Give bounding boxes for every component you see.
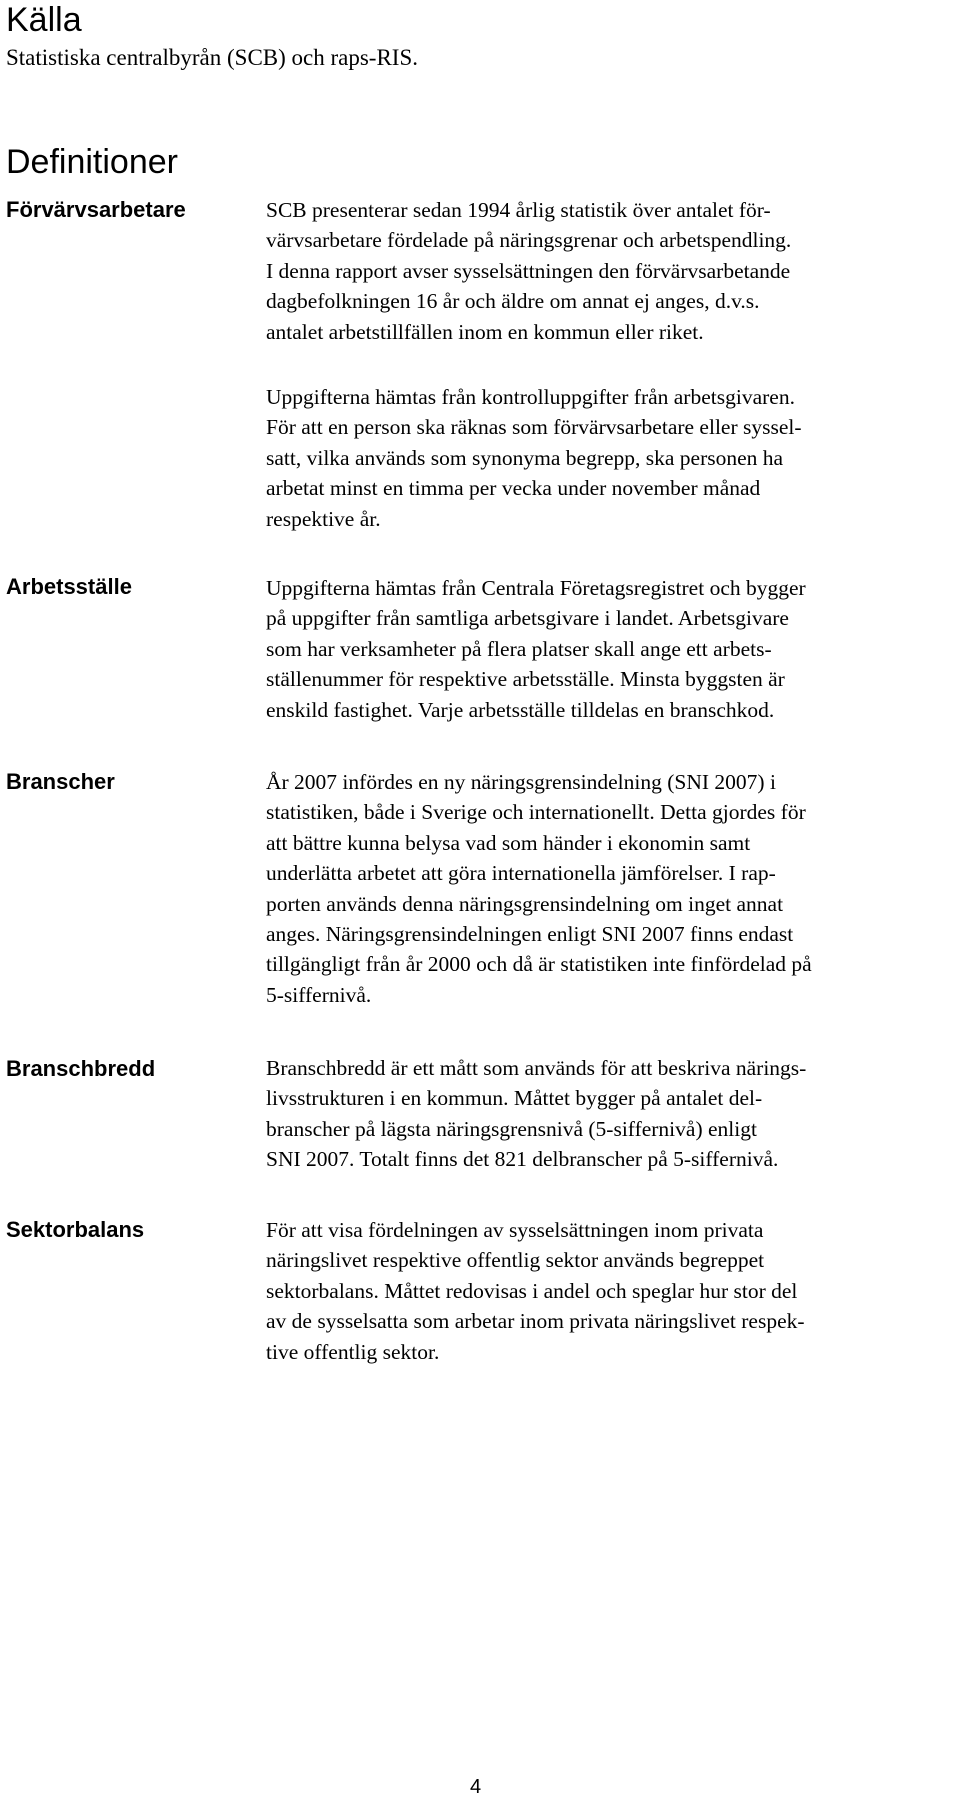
- page-title: Källa: [6, 1, 82, 39]
- text-line: Branschbredd är ett mått som används för att beskriva närings-: [266, 1056, 807, 1080]
- text-line: Uppgifterna hämtas från kontrolluppgifter från arbetsgivaren.: [266, 385, 795, 409]
- text-line: sektorbalans. Måttet redovisas i andel och speglar hur stor del: [266, 1278, 798, 1303]
- definition-forvarvsarbetare-paragraph-1: [266, 195, 946, 347]
- term-arbetsstalle: Arbetsställe: [6, 574, 132, 599]
- text-line: livsstrukturen i en kommun. Måttet bygger på antalet del-: [266, 1086, 763, 1111]
- text-line: på uppgifter från samtliga arbetsgivare i landet. Arbetsgivare: [266, 606, 789, 631]
- section-title: Definitioner: [6, 143, 178, 181]
- text-line: I denna rapport avser sysselsättningen den förvärvsarbetande: [266, 258, 791, 283]
- definition-branschbredd: [266, 1053, 946, 1175]
- text-line: satt, vilka används som synonyma begrepp, ska personen ha: [266, 445, 784, 470]
- text-line: SNI 2007. Totalt finns det 821 delbranscher på 5-siffernivå.: [266, 1147, 779, 1172]
- text-line: För att visa fördelningen av sysselsättningen inom privata: [266, 1218, 764, 1242]
- text-line: branscher på lägsta näringsgrensnivå (5-siffernivå) enligt: [266, 1116, 757, 1141]
- text-line: som har verksamheter på flera platser skall ange ett arbets-: [266, 636, 772, 661]
- text-line: värvsarbetare fördelade på näringsgrenar och arbetspendling.: [266, 228, 792, 253]
- term-branschbredd: Branschbredd: [6, 1056, 156, 1081]
- text-line: 5-siffernivå.: [266, 982, 372, 1007]
- text-line: Uppgifterna hämtas från Centrala Företagsregistret och bygger: [266, 576, 806, 600]
- text-line: att bättre kunna belysa vad som händer i ekonomin samt: [266, 830, 751, 855]
- definition-forvarvsarbetare-paragraph-2: [266, 382, 946, 534]
- definition-arbetsstalle: [266, 573, 946, 725]
- definition-sektorbalans: [266, 1215, 946, 1367]
- text-line: tive offentlig sektor.: [266, 1339, 440, 1364]
- term-sektorbalans: Sektorbalans: [6, 1217, 145, 1242]
- text-line: antalet arbetstillfällen inom en kommun eller riket.: [266, 319, 704, 344]
- term-branscher: Branscher: [6, 769, 115, 794]
- text-line: näringslivet respektive offentlig sektor används begreppet: [266, 1248, 765, 1273]
- text-line: dagbefolkningen 16 år och äldre om annat ej anges, d.v.s.: [266, 289, 760, 314]
- text-line: tillgängligt från år 2000 och då är statistiken inte finfördelad på: [266, 952, 812, 977]
- text-line: År 2007 infördes en ny näringsgrensindelning (SNI 2007) i: [266, 770, 776, 794]
- text-line: porten används denna näringsgrensindelning om inget annat: [266, 891, 784, 916]
- text-line: arbetat minst en timma per vecka under november månad: [266, 476, 761, 501]
- text-line: anges. Näringsgrensindelningen enligt SNI 2007 finns endast: [266, 922, 794, 947]
- source-text: Statistiska centralbyrån (SCB) och raps-RIS.: [6, 45, 419, 70]
- page-number: 4: [470, 1776, 482, 1798]
- text-line: respektive år.: [266, 506, 381, 531]
- text-line: statistiken, både i Sverige och internationellt. Detta gjordes för: [266, 800, 806, 825]
- term-forvarvsarbetare: Förvärvsarbetare: [6, 197, 186, 222]
- text-line: SCB presenterar sedan 1994 årlig statistik över antalet för-: [266, 198, 771, 222]
- text-line: ställenummer för respektive arbetsställe. Minsta byggsten är: [266, 667, 785, 692]
- text-line: enskild fastighet. Varje arbetsställe tilldelas en branschkod.: [266, 697, 775, 722]
- text-line: underlätta arbetet att göra internationella jämförelser. I rap-: [266, 861, 776, 886]
- definition-branscher: [266, 767, 946, 1010]
- text-line: av de sysselsatta som arbetar inom privata näringslivet respek-: [266, 1309, 805, 1334]
- text-line: För att en person ska räknas som förvärvsarbetare eller syssel-: [266, 415, 802, 440]
